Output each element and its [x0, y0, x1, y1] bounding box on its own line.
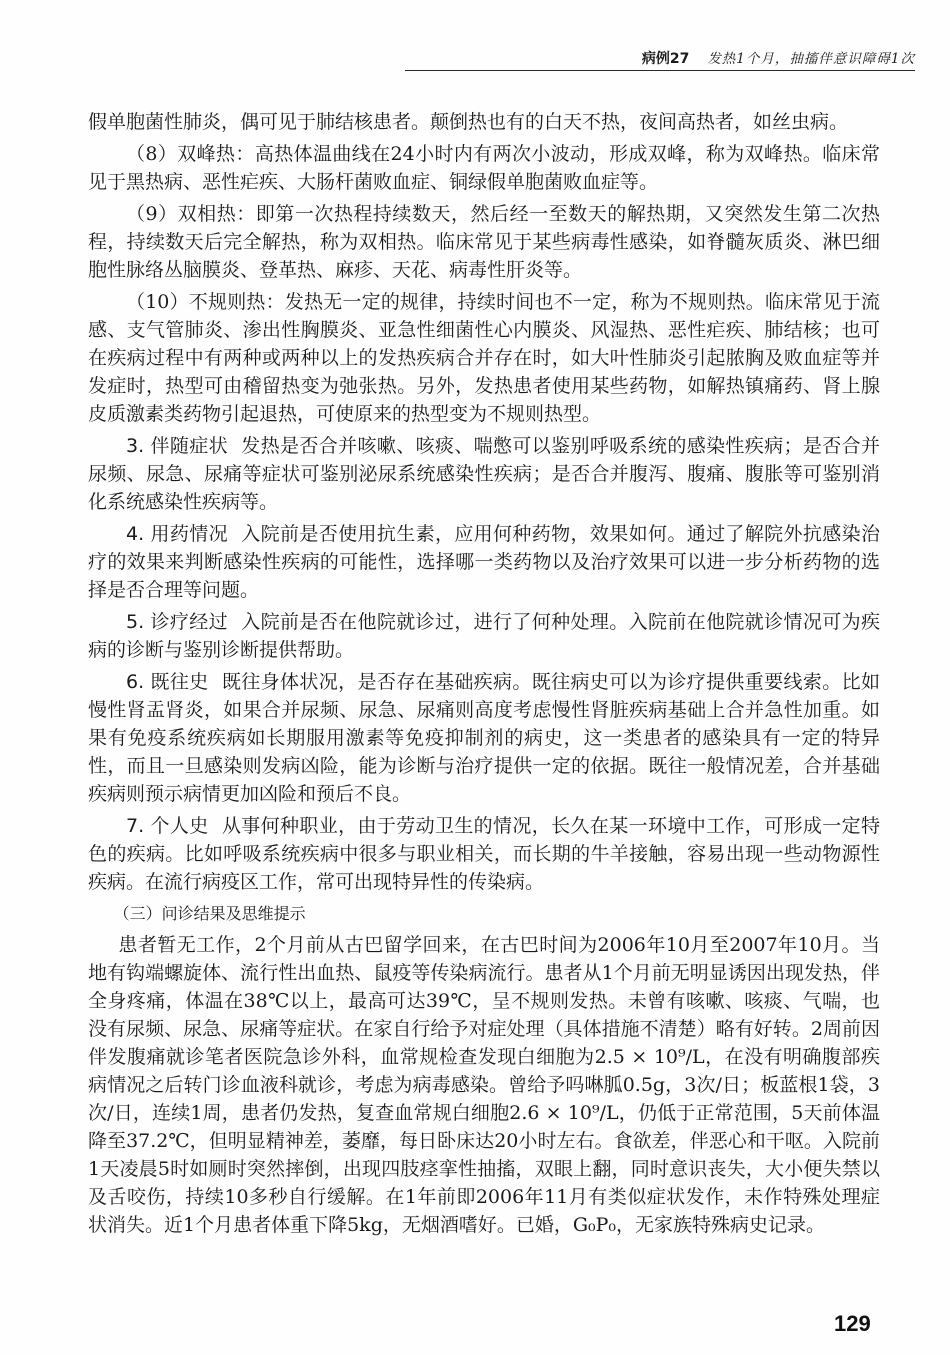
inquiry-item-medication — [88, 520, 880, 604]
section-heading: （三）问诊结果及思维提示 — [113, 904, 306, 923]
inquiry-item-accompanying-symptoms — [88, 432, 880, 516]
inquiry-item-treatment-history — [88, 608, 880, 664]
inquiry-item-text: 入院前是否使用抗生素，应用何种药物，效果如何。通过了解院外抗感染治疗的效果来判断感染性疾病的可能性，选择哪一类药物以及治疗效果可以进一步分析药物的选择是否合理等问题。 — [88, 523, 880, 601]
fever-type-text: 发热无一定的规律，持续时间也不一定，称为不规则热。临床常见于流感、支气管肺炎、渗出性胸膜炎、亚急性细菌性心内膜炎、风湿热、恶性疟疾、肺结核；也可在疾病过程中有两种或两种以上的发热疾病合并存在时，如大叶性肺炎引起脓胸及败血症等并发症时，热型可由稽留热变为弛张热。另外，发热患者使用某些药物，如解热镇痛药、肾上腺皮质激素类药物引起退热，可使原来的热型变为不规则热型。 — [88, 291, 880, 425]
inquiry-item-text: 从事何种职业，由于劳动卫生的情况，长久在某一环境中工作，可形成一定特色的疾病。比如呼吸系统疾病中很多与职业相关，而长期的牛羊接触，容易出现一些动物源性疾病。在流行病疫区工作，常可出现特异性的传染病。 — [88, 815, 880, 893]
continued-paragraph: 假单胞菌性肺炎，偶可见于肺结核患者。颠倒热也有的白天不热，夜间高热者，如丝虫病。 — [88, 111, 849, 133]
inquiry-item-past-history — [88, 668, 880, 808]
inquiry-item-label: 7. 个人史 — [126, 815, 209, 837]
inquiry-item-text: 发热是否合并咳嗽、咳痰、喘憋可以鉴别呼吸系统的感染性疾病；是否合并尿频、尿急、尿痛等症状可鉴别泌尿系统感染性疾病；是否合并腹泻、腹痛、腹胀等可鉴别消化系统感染性疾病等。 — [88, 435, 880, 513]
fever-type-label: （9）双相热： — [126, 203, 256, 225]
inquiry-item-label: 3. 伴随症状 — [126, 435, 228, 457]
fever-type-paragraph-9 — [88, 200, 880, 284]
inquiry-item-text: 既往身体状况，是否存在基础疾病。既往病史可以为诊疗提供重要线索。比如慢性肾盂肾炎，如果合并尿频、尿急、尿痛则高度考虑慢性肾脏疾病基础上合并急性加重。如果有免疫系统疾病如长期服用激素等免疫抑制剂的病史，这一类患者的感染具有一定的特异性，而且一旦感染则发病凶险，能为诊断与治疗提供一定的依据。既往一般情况差，合并基础疾病则预示病情更加凶险和预后不良。 — [88, 671, 880, 805]
fever-type-text: 高热体温曲线在24小时内有两次小波动，形成双峰，称为双峰热。临床常见于黑热病、恶性疟疾、大肠杆菌败血症、铜绿假单胞菌败血症等。 — [88, 143, 880, 193]
inquiry-item-personal-history — [88, 812, 880, 896]
inquiry-result-paragraph: 患者暂无工作，2个月前从古巴留学回来，在古巴时间为2006年10月至2007年10月。当地有钩端螺旋体、流行性出血热、鼠疫等传染病流行。患者从1个月前无明显诱因出现发热，伴全身疼痛，体温在38℃以上，最高可达39℃，呈不规则发热。未曾有咳嗽、咳痰、气喘，也没有尿频、尿急、尿痛等症状。在家自行给予对症处理（具体措施不清楚）略有好转。2周前因伴发腹痛就诊笔者医院急诊外科，血常规检查发现白细胞为2.5 × 10⁹/L，在没有明确腹部疾病情况之后转门诊血液科就诊，考虑为病毒感染。曾给予吗啉胍0.5g，3次/日；板蓝根1袋，3次/日，连续1周，患者仍发热，复查血常规白细胞2.6 × 10⁹/L，仍低于正常范围，5天前体温降至37.2℃，但明显精神差，萎靡，每日卧床达20小时左右。食欲差，伴恶心和干呕。入院前1天凌晨5时如厕时突然摔倒，出现四肢痉挛性抽搐，双眼上翻，同时意识丧失，大小便失禁以及舌咬伤，持续10多秒自行缓解。在1年前即2006年11月有类似症状发作，未作特殊处理症状消失。近1个月患者体重下降5kg，无烟酒嗜好。已婚，G₀P₀，无家族特殊病史记录。 — [88, 934, 880, 1236]
inquiry-item-label: 5. 诊疗经过 — [126, 611, 228, 633]
running-header — [405, 44, 915, 71]
fever-type-text: 即第一次热程持续数天，然后经一至数天的解热期，又突然发生第二次热程，持续数天后完全解热，称为双相热。临床常见于某些病毒性感染，如脊髓灰质炎、淋巴细胞性脉络丛脑膜炎、登革热、麻疹、天花、病毒性肝炎等。 — [88, 203, 880, 281]
case-title: 发热1个月，抽搐伴意识障碍1次 — [707, 51, 915, 67]
fever-type-paragraph-8 — [88, 140, 880, 196]
fever-type-label: （10）不规则热： — [126, 291, 285, 313]
inquiry-item-label: 6. 既往史 — [126, 671, 209, 693]
fever-type-paragraph-10 — [88, 288, 880, 428]
case-label: 病例27 — [641, 51, 690, 67]
inquiry-item-label: 4. 用药情况 — [126, 523, 228, 545]
inquiry-item-text: 入院前是否在他院就诊过，进行了何种处理。入院前在他院就诊情况可为疾病的诊断与鉴别诊断提供帮助。 — [88, 611, 880, 661]
page-number: 129 — [834, 1311, 871, 1336]
fever-type-label: （8）双峰热： — [126, 143, 255, 165]
text-body — [88, 108, 880, 1243]
